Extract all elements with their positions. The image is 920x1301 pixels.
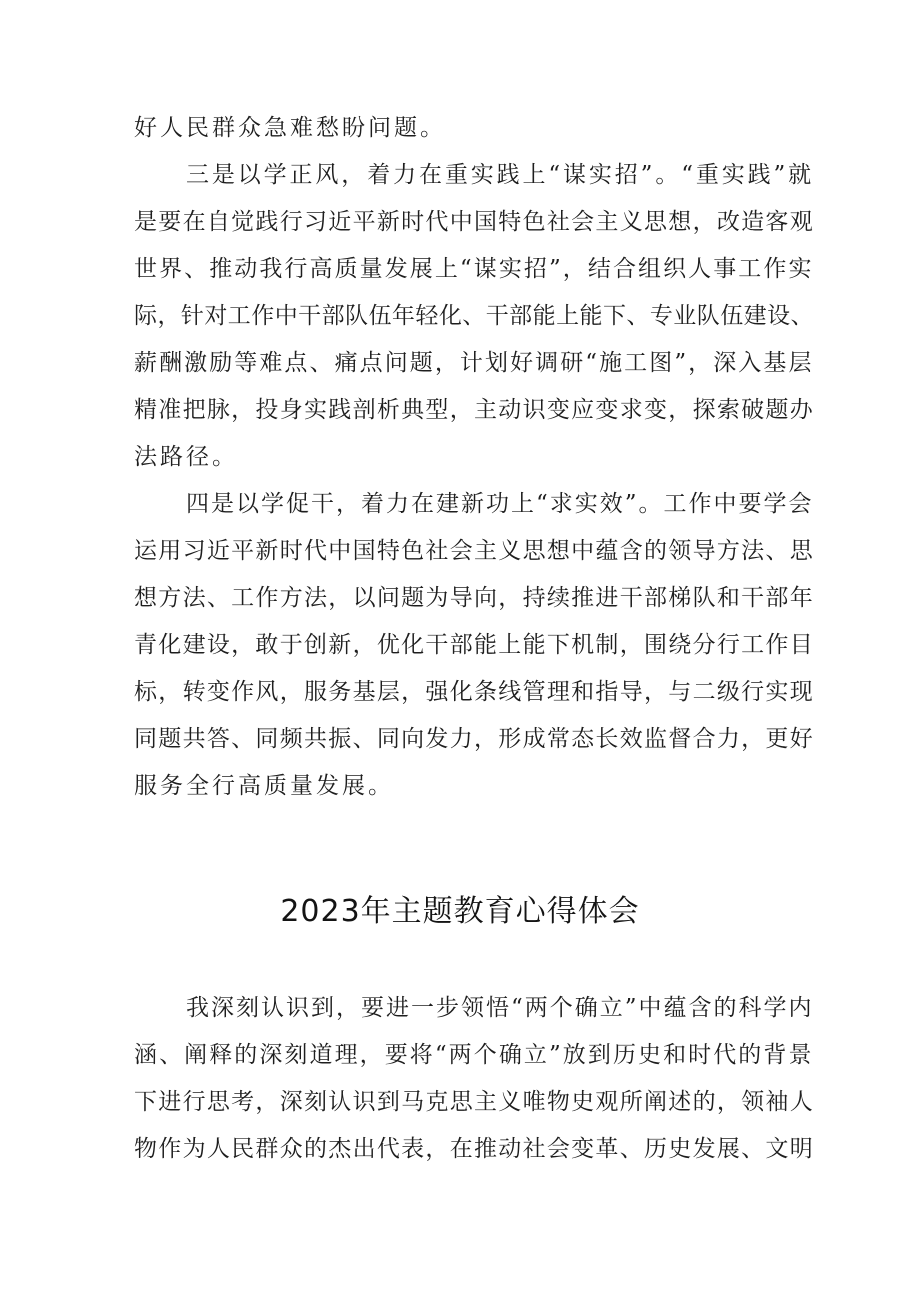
paragraph-line: 物作为人民群众的杰出代表，在推动社会变革、历史发展、文明 [134, 1136, 814, 1162]
paragraph-one [134, 985, 814, 1173]
paragraph-line: 世界、推动我行高质量发展上“谋实招”，结合组织人事工作实 [134, 256, 814, 282]
top-text-section [134, 105, 814, 810]
paragraph-line: 标，转变作风，服务基层，强化条线管理和指导，与二级行实现 [134, 679, 814, 705]
paragraph-line: 运用习近平新时代中国特色社会主义思想中蕴含的领导方法、思 [134, 538, 814, 564]
paragraph-four [134, 481, 814, 810]
paragraph-line: 精准把脉，投身实践剖析典型，主动识变应变求变，探索破题办 [134, 397, 814, 423]
paragraph-line: 涵、阐释的深刻道理，要将“两个确立”放到历史和时代的背景 [134, 1042, 814, 1068]
paragraph-line: 际，针对工作中干部队伍年轻化、干部能上能下、专业队伍建设、 [134, 303, 814, 329]
paragraph-continuation-line: 好人民群众急难愁盼问题。 [134, 115, 446, 141]
paragraph-line: 同题共答、同频共振、同向发力，形成常态长效监督合力，更好 [134, 726, 814, 752]
paragraph-line: 三是以学正风，着力在重实践上“谋实招”。“重实践”就 [186, 162, 815, 188]
paragraph-line: 是要在自觉践行习近平新时代中国特色社会主义思想，改造客观 [134, 209, 814, 235]
paragraph-line: 四是以学促干，着力在建新功上“求实效”。工作中要学会 [186, 491, 814, 517]
paragraph-three [134, 152, 814, 481]
paragraph-line: 服务全行高质量发展。 [134, 773, 394, 799]
bottom-text-section [134, 985, 814, 1173]
paragraph-line: 想方法、工作方法，以问题为导向，持续推进干部梯队和干部年 [134, 585, 814, 611]
document-title: 2023年主题教育心得体会 [280, 894, 640, 929]
paragraph-line: 薪酬激励等难点、痛点问题，计划好调研“施工图”，深入基层 [134, 350, 814, 376]
paragraph-line: 我深刻认识到，要进一步领悟“两个确立”中蕴含的科学内 [186, 995, 814, 1021]
paragraph-line: 下进行思考，深刻认识到马克思主义唯物史观所阐述的，领袖人 [134, 1089, 814, 1115]
paragraph-line: 法路径。 [134, 444, 238, 470]
paragraph-line: 青化建设，敢于创新，优化干部能上能下机制，围绕分行工作目 [134, 632, 814, 658]
